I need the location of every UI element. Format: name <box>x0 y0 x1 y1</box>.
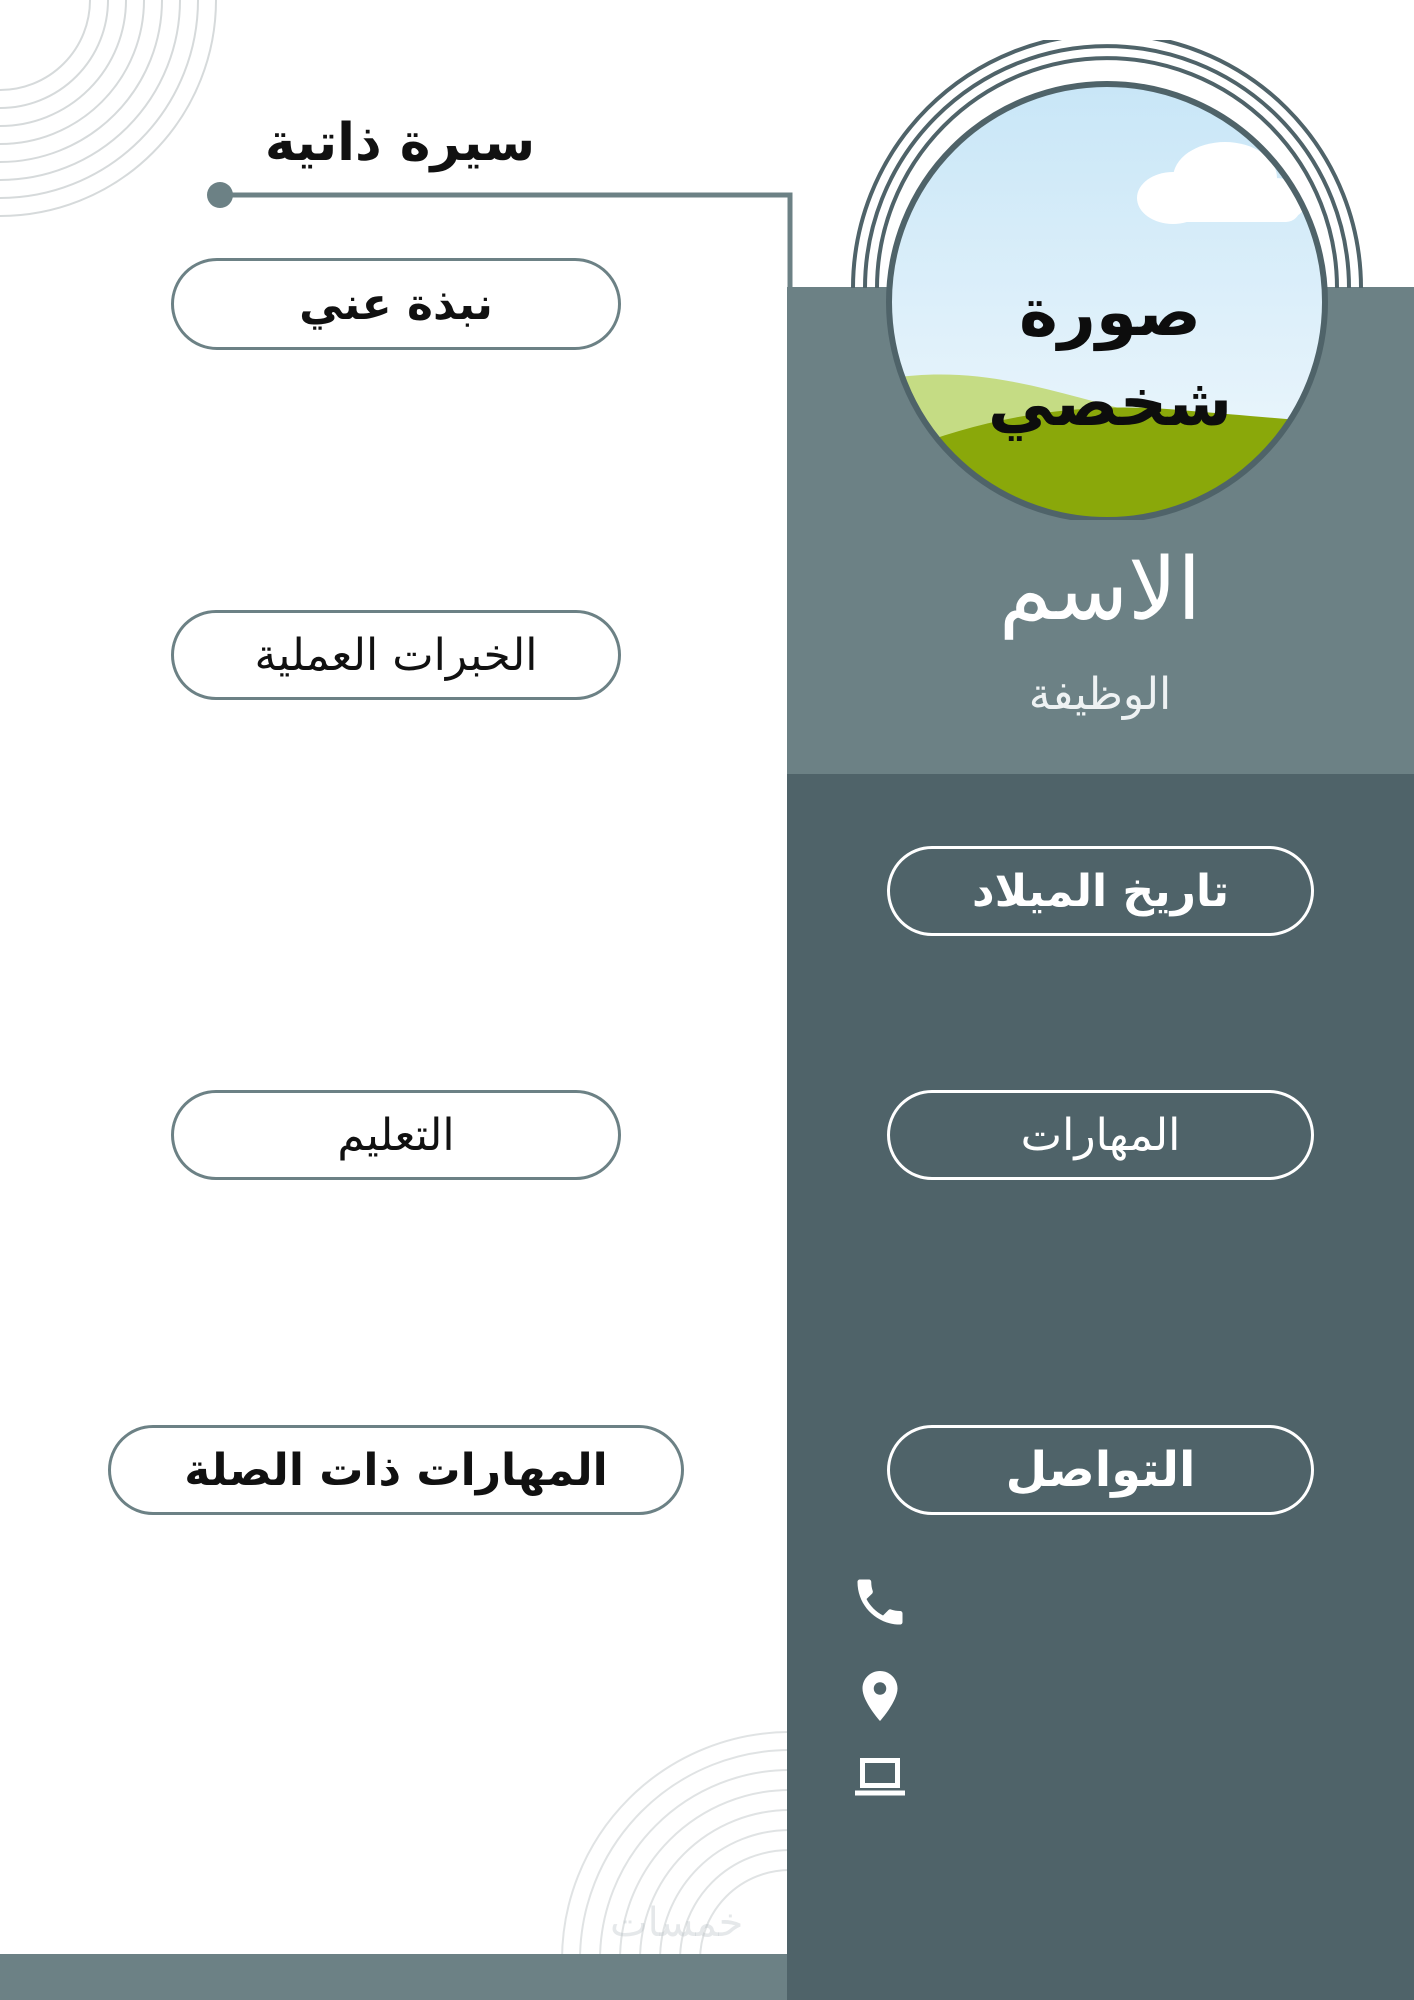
section-skills-label: المهارات <box>1020 1109 1181 1161</box>
section-contact-label: التواصل <box>1005 1442 1196 1498</box>
section-experience-label: الخبرات العملية <box>254 629 538 681</box>
section-related-skills-label: المهارات ذات الصلة <box>184 1444 608 1496</box>
section-birth-date <box>887 846 1314 936</box>
section-related-skills <box>108 1425 684 1515</box>
sidebar-body-panel <box>787 774 1414 2000</box>
section-education <box>171 1090 621 1180</box>
section-about-label: نبذة عني <box>299 278 493 330</box>
document-title: سيرة ذاتية <box>264 113 536 173</box>
phone-icon <box>850 1572 910 1632</box>
section-birth-date-label: تاريخ الميلاد <box>972 865 1229 917</box>
section-education-label: التعليم <box>337 1109 455 1161</box>
job-title: الوظيفة <box>1028 669 1172 720</box>
photo-placeholder-label: صورة شخصي <box>987 274 1233 441</box>
section-about <box>171 258 621 350</box>
bottom-strip <box>0 1954 787 2000</box>
section-experience <box>171 610 621 700</box>
watermark: خمسات <box>610 1900 744 1946</box>
laptop-icon <box>850 1748 910 1808</box>
location-pin-icon <box>850 1666 910 1726</box>
section-contact <box>887 1425 1314 1515</box>
section-skills <box>887 1090 1314 1180</box>
person-name: الاسم <box>998 540 1202 640</box>
